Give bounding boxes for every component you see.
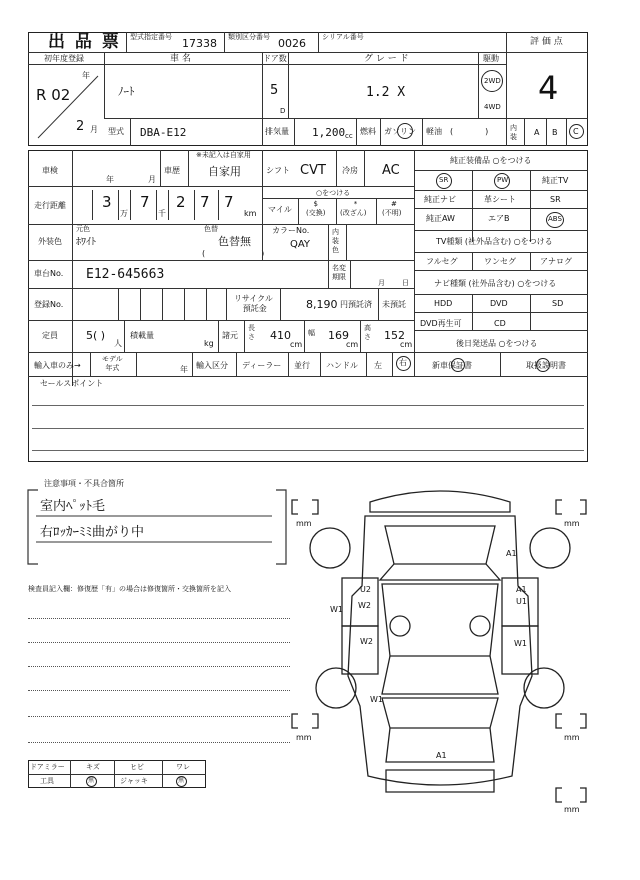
first-reg-month: 2 xyxy=(76,119,85,134)
width-label: 幅 xyxy=(308,329,315,337)
color-no-label: カラーNo. xyxy=(272,226,310,235)
model-year-unit: 年 xyxy=(180,365,188,374)
tv-analog: アナログ xyxy=(540,257,572,266)
mileage-digit-3: 2 xyxy=(176,193,186,211)
color-change-label: 色替 xyxy=(204,225,218,233)
color-no: QAY xyxy=(290,239,311,250)
model-label: 型式 xyxy=(108,127,124,136)
doors-suffix: D xyxy=(280,107,286,115)
type-no-label: 型式指定番号 xyxy=(130,33,172,41)
score-label: 評 価 点 xyxy=(530,37,563,47)
doors-label: ドア数 xyxy=(263,54,287,63)
car-name: ﾉｰﾄ xyxy=(118,85,135,98)
tv-oneseg: ワンセグ xyxy=(484,257,516,266)
navi-dvd-play: DVD再生可 xyxy=(420,319,462,328)
drive-label: 駆動 xyxy=(483,54,499,63)
displacement: 1,200 xyxy=(312,126,346,139)
navi-dvd: DVD xyxy=(490,299,508,308)
interior-grade-c: C xyxy=(573,127,579,136)
mark-a1-rear: A1 xyxy=(436,751,447,760)
mark-w1-left: W1 xyxy=(330,605,343,614)
tamper-label: * (改ざん) xyxy=(340,200,367,217)
orig-color-label: 元色 xyxy=(76,225,90,233)
recycle-label: リサイクル 預託金 xyxy=(234,294,273,313)
import-class-label: 輸入区分 xyxy=(196,361,228,370)
legend-jack: ジャッキ xyxy=(120,777,148,785)
sheet-title: 出 品 票 xyxy=(48,32,121,52)
interior-label: 内装 xyxy=(510,124,517,141)
inspection-year: 年 xyxy=(106,175,114,184)
capacity-label: 定員 xyxy=(42,331,58,340)
model: DBA-E12 xyxy=(140,126,187,139)
first-reg-label: 初年度登録 xyxy=(44,54,84,63)
car-damage-diagram xyxy=(290,476,590,816)
mileage-unit-man: 万 xyxy=(120,209,128,218)
note-line-2: 右ﾛｯｶｰﾐﾐ曲がり中 xyxy=(40,525,145,540)
equip-leather: 革シート xyxy=(484,195,516,204)
equip-aw: 純正AW xyxy=(426,214,455,223)
mileage-digit-2: 7 xyxy=(140,193,150,211)
fuel-label: 燃料 xyxy=(360,127,376,136)
legend-mirror: ドアミラー xyxy=(30,763,65,771)
equipment-title: 純正装備品 ○をつける xyxy=(450,156,532,165)
class-no-label: 類別区分番号 xyxy=(228,33,270,41)
color-change-paren: ( ) xyxy=(202,249,265,258)
fuel-value: ガソリン xyxy=(384,127,416,136)
equip-sr2: SR xyxy=(550,195,561,204)
width: 169 xyxy=(328,329,349,342)
recycle-amount: 8,190 xyxy=(306,298,338,311)
dealer: ディーラー xyxy=(242,361,282,370)
legend-tools: 工具 xyxy=(40,777,54,785)
orig-color: ﾎﾜｲﾄ xyxy=(76,237,96,248)
equip-airbag: エアB xyxy=(488,214,510,223)
drive-2wd: 2WD xyxy=(484,77,501,85)
color-change: 色替無 xyxy=(218,235,251,248)
dims-label: 諸元 xyxy=(222,331,238,340)
height: 152 xyxy=(384,329,405,342)
reg-no-label: 登録No. xyxy=(34,300,64,309)
height-unit: cm xyxy=(400,340,413,349)
mileage-unit-km: km xyxy=(244,209,257,218)
equip-tv: 純正TV xyxy=(542,176,569,185)
later-manual-circle xyxy=(536,358,550,372)
note-line-1: 室内ﾍﾟｯﾄ毛 xyxy=(40,499,106,514)
later-warranty-circle xyxy=(451,358,465,372)
ac-value: AC xyxy=(382,163,400,178)
inspector-label: 検査員記入欄：修復歴「有」の場合は修復箇所・交換箇所を記入 xyxy=(28,585,231,593)
history-label: 車歴 xyxy=(164,166,180,175)
unknown-label: # (不明) xyxy=(382,200,402,217)
mileage-digit-1: 3 xyxy=(102,193,112,211)
legend-crack: ヒビ xyxy=(130,763,144,771)
light-oil-label: 軽油 xyxy=(426,127,442,136)
navi-hdd: HDD xyxy=(434,299,453,308)
mileage-digit-5: 7 xyxy=(224,193,234,211)
class-no: 0026 xyxy=(278,37,306,50)
chassis-label: 車台No. xyxy=(34,269,64,278)
mark-front-right: A1 xyxy=(506,549,517,558)
recycle-unpaid: 未預託 xyxy=(382,300,406,309)
serial-label: シリアル番号 xyxy=(322,33,364,41)
tv-title: TV種類 (社外品含む) ○をつける xyxy=(436,237,553,246)
load-label: 積載量 xyxy=(130,331,154,340)
displacement-label: 排気量 xyxy=(265,127,289,136)
drive-4wd: 4WD xyxy=(484,103,501,111)
tv-fullseg: フルセグ xyxy=(426,257,458,266)
later-title: 後日発送品 ○をつける xyxy=(456,339,538,348)
mark-u2: U2 xyxy=(360,585,371,594)
model-year-label: モデル 年式 xyxy=(102,355,123,372)
equip-navi: 純正ナビ xyxy=(424,195,456,204)
parallel: 並行 xyxy=(294,361,310,370)
equip-abs: ABS xyxy=(548,215,562,223)
doors: 5 xyxy=(270,83,279,98)
height-label: 高 さ xyxy=(364,324,371,341)
length: 410 xyxy=(270,329,291,342)
length-label: 長 さ xyxy=(248,324,255,341)
mile-label: マイル xyxy=(268,205,292,214)
legend-tools-value: 無 xyxy=(88,777,95,784)
navi-sd: SD xyxy=(552,299,564,308)
history-note: ※未記入は自家用 xyxy=(196,151,251,159)
notes-label: 注意事項・不具合箇所 xyxy=(44,479,124,488)
recycle-unit: 円預託済 xyxy=(340,300,372,309)
later-manual: 取扱説明書 xyxy=(526,361,566,370)
mileage-label: 走行距離 xyxy=(34,201,66,210)
svg-text:mm: mm xyxy=(564,805,580,814)
navi-title: ナビ種類 (社外品含む) ○をつける xyxy=(434,279,557,288)
legend-jack-value: 無 xyxy=(178,777,185,784)
handle-left: 左 xyxy=(374,361,382,370)
exterior-color-label: 外装色 xyxy=(38,237,62,246)
grade: 1.2 X xyxy=(366,85,406,100)
mileage-digit-4: 7 xyxy=(200,193,210,211)
name-change-day: 日 xyxy=(402,279,409,287)
first-reg-era: R 02 xyxy=(36,86,71,104)
first-reg-year-unit: 年 xyxy=(82,71,90,80)
length-unit: cm xyxy=(290,340,303,349)
interior-grade-a: A xyxy=(534,128,540,137)
shift-label: シフト xyxy=(266,166,290,175)
sales-point-label: セールスポイント xyxy=(40,379,104,388)
shift-value: CVT xyxy=(300,163,326,178)
width-unit: cm xyxy=(346,340,359,349)
svg-text:mm: mm xyxy=(564,519,580,528)
chassis-no: E12-645663 xyxy=(86,267,165,282)
grade-label: グ レ ー ド xyxy=(364,54,409,64)
displacement-unit: cc xyxy=(345,132,353,140)
car-name-label: 車 名 xyxy=(170,54,191,64)
fuel-circle xyxy=(397,123,413,139)
svg-text:mm: mm xyxy=(564,733,580,742)
mileage-circle-note: ○をつける xyxy=(316,189,351,197)
equip-sr: SR xyxy=(439,176,449,184)
capacity: 5( ) xyxy=(86,329,106,342)
capacity-unit: 人 xyxy=(114,339,122,348)
name-change-month: 月 xyxy=(378,279,385,287)
interior-grade-b: B xyxy=(552,128,558,137)
evaluation-score: 4 xyxy=(538,69,559,107)
mark-w2-lower: W2 xyxy=(360,637,373,646)
history-value: 自家用 xyxy=(208,165,241,178)
interior-color-label: 内装色 xyxy=(332,228,339,254)
light-oil-paren: ( ) xyxy=(450,127,489,136)
mark-w2-upper: W2 xyxy=(358,601,371,610)
legend-break: ワレ xyxy=(176,763,190,771)
legend-scratch: キズ xyxy=(86,763,100,771)
ac-label: 冷房 xyxy=(342,166,358,175)
mark-w1-rear: W1 xyxy=(370,695,383,704)
first-reg-month-unit: 月 xyxy=(90,125,98,134)
type-no: 17338 xyxy=(182,37,217,50)
import-label: 輸入車のみ→ xyxy=(34,361,81,370)
svg-text:mm: mm xyxy=(296,519,312,528)
later-warranty: 新車保証書 xyxy=(432,361,472,370)
inspection-month: 月 xyxy=(148,175,156,184)
handle-label: ハンドル xyxy=(326,361,358,370)
mark-a1-right: A1 xyxy=(516,585,527,594)
name-change-label: 名変 期限 xyxy=(332,264,346,281)
exchange-label: $ (交換) xyxy=(306,200,326,217)
load-unit: kg xyxy=(204,339,214,348)
handle-right: 右 xyxy=(399,358,407,367)
svg-text:mm: mm xyxy=(296,733,312,742)
equip-pw: PW xyxy=(497,176,509,184)
inspection-label: 車検 xyxy=(42,166,58,175)
mileage-unit-sen: 千 xyxy=(158,209,166,218)
mark-w1-right: W1 xyxy=(514,639,527,648)
navi-cd: CD xyxy=(494,319,506,328)
mark-u1: U1 xyxy=(516,597,527,606)
